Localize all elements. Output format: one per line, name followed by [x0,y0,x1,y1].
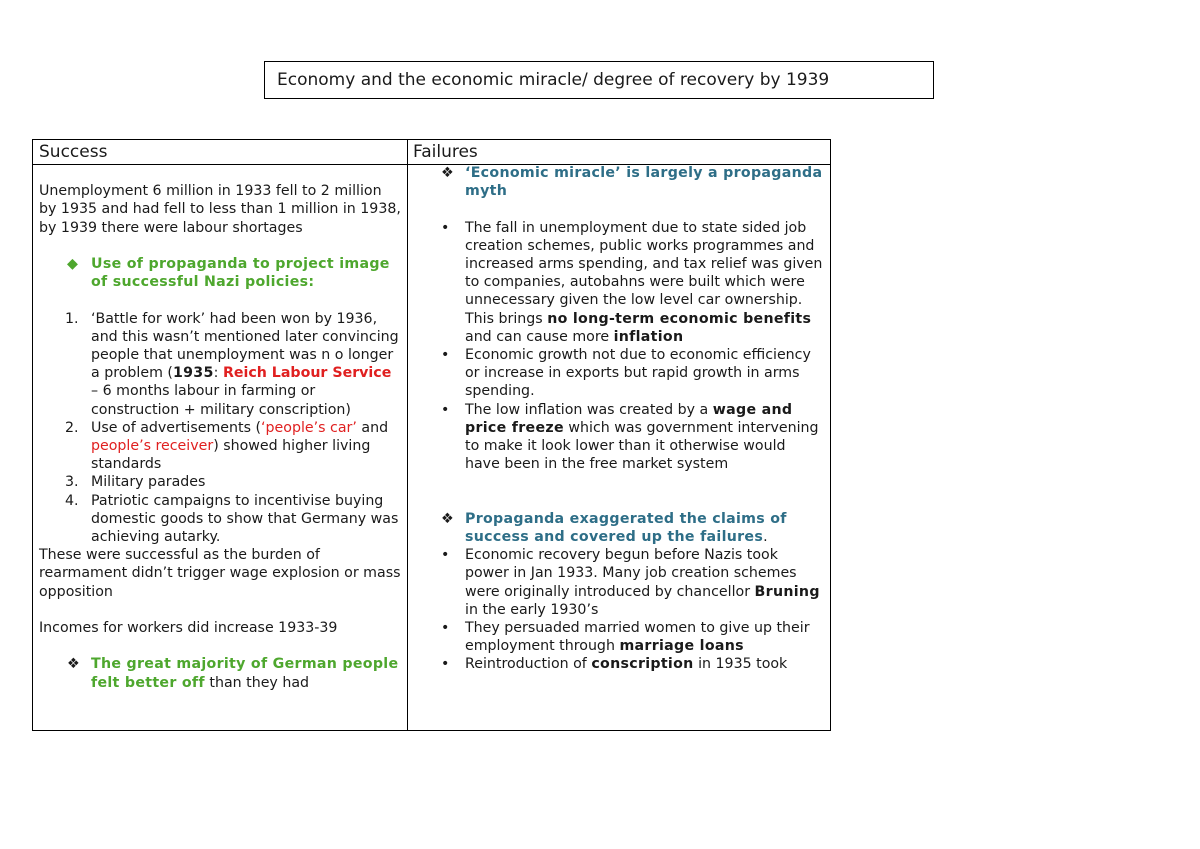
four-diamond-bullet-icon: ❖ [441,510,454,527]
disc-bullet-icon: • [441,547,450,564]
diamond-bullet-icon: ◆ [67,255,78,272]
success-header: Success [39,142,108,162]
unemployment-text: Unemployment 6 million in 1933 fell to 2 million by 1935 and had fell to less than 1 million in 1938, by 1939 there were labour shortages [39,183,401,236]
incomes-text: Incomes for workers did increase 1933-39 [39,620,338,637]
disc-bullet-icon: • [441,620,450,637]
four-diamond-bullet-icon: ❖ [441,165,454,181]
failures-header: Failures [413,142,478,162]
list-item: 1. ‘Battle for work’ had been won by 1936, and this wasn’t mentioned later convincing people that unemployment was n o longer a problem (1935: Reich Labour Service – 6 months labour in farming or construction + military conscription) [65,310,399,418]
list-item: • They persuaded married women to give up their employment through marriage loans [441,620,810,655]
majority-item: ❖ The great majority of German people felt better off than they had [67,656,399,691]
list-item: • Reintroduction of conscription in 1935 took [441,656,788,673]
reich-labour-service: Reich Labour Service [222,365,392,382]
document-title: Economy and the economic miracle/ degree of recovery by 1939 [264,61,934,99]
disc-bullet-icon: • [441,219,450,236]
exaggerated-heading: ❖ Propaganda exaggerated the claims of success and covered up the failures. [441,510,787,546]
list-item: 3. Military parades [65,474,206,491]
list-item: 4. Patriotic campaigns to incentivise buying domestic goods to show that Germany was achieving autarky. [65,492,399,546]
disc-bullet-icon: • [441,401,450,418]
list-item: • Economic growth not due to economic efficiency or increase in exports but rapid growth in arms spending. [441,347,811,400]
list-item: 2. Use of advertisements (‘people’s car’ and people’s receiver) showed higher living standards [65,419,389,473]
propaganda-heading: ◆ Use of propaganda to project image of successful Nazi policies: [67,255,390,291]
disc-bullet-icon: • [441,347,450,364]
disc-bullet-icon: • [441,656,450,673]
successful-text: These were successful as the burden of rearmament didn’t trigger wage explosion or mass opposition [39,547,401,600]
success-failures-table [32,139,831,731]
four-diamond-bullet-icon: ❖ [67,656,80,673]
failures-column [413,164,823,674]
list-item: • The low inflation was created by a wage and price freeze which was government intervening to make it look lower than it otherwise would have been in the free market system [441,401,819,473]
list-item: • The fall in unemployment due to state sided job creation schemes, public works programmes and increased arms spending, and tax relief was given to companies, autobahns were built which were unnecessary given the low level car ownership. This brings no long-term economic benefits and can cause more inflation [441,219,823,345]
success-column [39,164,401,692]
list-item: • Economic recovery begun before Nazis took power in Jan 1933. Many job creation schemes were originally introduced by chancellor Bruning in the early 1930’s [441,547,820,618]
myth-heading: ❖ ‘Economic miracle’ is largely a propaganda myth [441,165,823,200]
column-divider [407,140,408,730]
